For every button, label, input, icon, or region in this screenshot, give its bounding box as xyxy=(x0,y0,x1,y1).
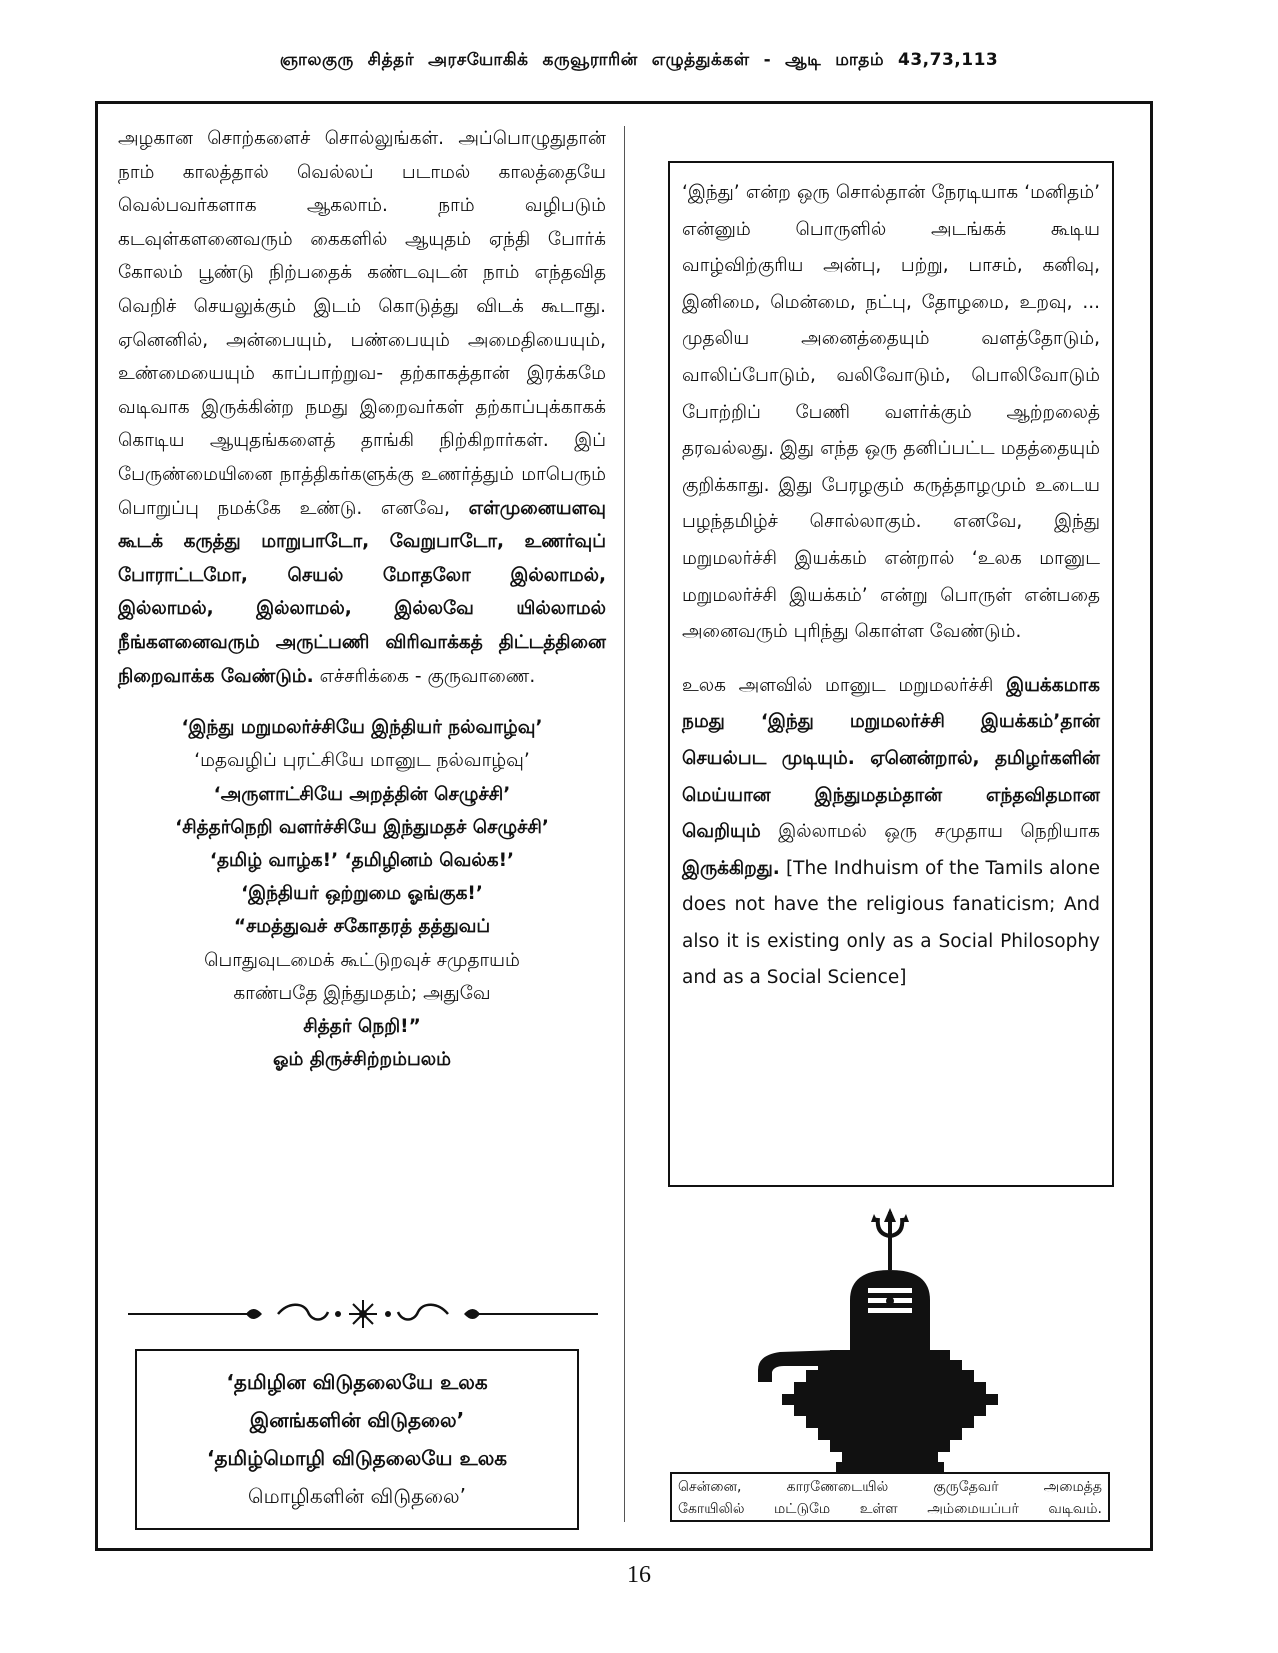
slogan-line: ‘சித்தர்நெறி வளர்ச்சியே இந்துமதச் செழுச்சி’ xyxy=(175,816,549,838)
header-word: ஆடி xyxy=(785,50,822,70)
shiva-lingam-icon xyxy=(740,1200,1040,1500)
slogan-line: ‘மதவழிப் புரட்சியே மானுட நல்வாழ்வு’ xyxy=(194,750,530,772)
slogan-line: ‘இந்து மறுமலர்ச்சியே இந்தியர் நல்வாழ்வு’ xyxy=(181,717,543,739)
page-header xyxy=(0,50,1278,72)
liberation-slogan-box xyxy=(135,1349,579,1530)
image-caption xyxy=(670,1472,1110,1522)
slogan-line: ‘அருளாட்சியே அறத்தின் செழுச்சி’ xyxy=(213,783,511,805)
caption-line: கோயிலில் மட்டுமே உள்ள அம்மையப்பர் வடிவம். xyxy=(678,1501,1102,1517)
right-paragraph-2-english: [The Indhuism of the Tamils alone does not have the religious fanaticism; And also it is existing only as a Social Philosophy and as a Social Science] xyxy=(682,857,1100,989)
left-paragraph-warning: எச்சரிக்கை - குருவாணை. xyxy=(319,665,536,687)
slogan-line: “சமத்துவச் சகோதரத் தத்துவப் xyxy=(233,916,491,938)
slogan-line: ‘இந்தியர் ஒற்றுமை ஓங்குக!’ xyxy=(241,883,483,905)
header-word: 43,73,113 xyxy=(898,50,999,70)
slogan-line: சித்தர் நெறி!” xyxy=(303,1015,421,1037)
right-paragraph-2-bold: இயக்கமாக நமது ‘இந்து மறுமலர்ச்சி இயக்கம்’தான் செயல்பட முடியும். ஏனென்றால், தமிழர்களின் மெய்யான இந்துமதம்தான் எந்தவிதமான வெறியும் xyxy=(682,674,1100,843)
left-paragraph-bold-text: எள்முனையளவு கூடக் கருத்து மாறுபாடோ, வேறுபாடோ, உணர்வுப் போராட்டமோ, செயல் மோதலோ இல்லாமல், இல்லாமல், இல்லாமல், இல்லவே யில்லாமல் நீங்களனைவரும் அருட்பணி விரிவாக்கத் திட்டத்தினை நிறைவாக்க வேண்டும். xyxy=(118,497,606,687)
header-word: எழுத்துக்கள் xyxy=(651,50,750,70)
slogan-list xyxy=(118,711,606,1076)
box-line: மொழிகளின் விடுதலை’ xyxy=(248,1484,466,1508)
right-paragraph-2-bold-b: இருக்கிறது. xyxy=(682,857,780,879)
header-word: ஞாலகுரு xyxy=(279,50,354,70)
right-paragraph-2-text: உலக அளவில் மானுட மறுமலர்ச்சி xyxy=(682,674,994,696)
closing-invocation: ஓம் திருச்சிற்றம்பலம் xyxy=(273,1049,451,1071)
right-paragraph-2 xyxy=(682,668,1100,997)
box-line: இனங்களின் விடுதலை’ xyxy=(249,1408,465,1432)
header-word: மாதம் xyxy=(835,50,885,70)
box-line: ‘தமிழின விடுதலையே உலக xyxy=(226,1370,488,1394)
page-number: 16 xyxy=(627,1562,651,1588)
right-paragraph-1: ‘இந்து’ என்ற ஒரு சொல்தான் நேரடியாக ‘மனிதம்’ என்னும் பொருளில் அடங்கக் கூடிய வாழ்விற்குரிய அன்பு, பற்று, பாசம், கனிவு, இனிமை, மென்மை, நட்பு, தோழமை, உறவு, ... முதலிய அனைத்தையும் வளத்தோடும், வாலிப்போடும், வலிவோடும், பொலிவோடும் போற்றிப் பேணி வளர்க்கும் ஆற்றலைத் தரவல்லது. இது எந்த ஒரு தனிப்பட்ட மதத்தையும் குறிக்காது. இது பேரழகும் கருத்தாழமும் உடைய பழந்தமிழ்ச் சொல்லாகும். எனவே, இந்து மறுமலர்ச்சி இயக்கம் என்றால் ‘உலக மானுட மறுமலர்ச்சி இயக்கம்’ என்று பொருள் என்பதை அனைவரும் புரிந்து கொள்ள வேண்டும். xyxy=(682,182,1100,643)
left-column xyxy=(118,122,606,1076)
hindu-meaning-box xyxy=(668,161,1114,1187)
box-line: ‘தமிழ்மொழி விடுதலையே உலக xyxy=(206,1446,508,1470)
slogan-line: ‘தமிழ் வாழ்க!’ ‘தமிழினம் வெல்க!’ xyxy=(209,849,515,871)
slogan-line: காண்பதே இந்துமதம்; அதுவே xyxy=(233,982,491,1004)
slogan-line: பொதுவுடமைக் கூட்டுறவுச் சமுதாயம் xyxy=(204,949,520,971)
header-word: அரசயோகிக் xyxy=(428,50,529,70)
right-paragraph-2-text-b: இல்லாமல் ஒரு சமுதாய நெறியாக xyxy=(778,821,1100,843)
column-divider xyxy=(624,126,625,1522)
header-word: கருவூராரின் xyxy=(542,50,638,70)
header-word: சித்தர் xyxy=(367,50,415,70)
left-paragraph-text: அழகான சொற்களைச் சொல்லுங்கள். அப்பொழுதுதான் நாம் காலத்தால் வெல்லப் படாமல் காலத்தையே வெல்பவர்களாக ஆகலாம். நாம் வழிபடும் கடவுள்களனைவரும் கைகளில் ஆயுதம் ஏந்தி போர்க் கோலம் பூண்டு நிற்பதைக் கண்டவுடன் நாம் எந்தவித வெறிச் செயலுக்கும் இடம் கொடுத்து விடக் கூடாது. ஏனெனில், அன்பையும், பண்பையும் அமைதியையும், உண்மையையும் காப்பாற்றுவ- தற்காகத்தான் இரக்கமே வடிவாக இருக்கின்ற நமது இறைவர்கள் தற்காப்புக்காகக் கொடிய ஆயுதங்களைத் தாங்கி நிற்கிறார்கள். இப் பேருண்மையினை நாத்திகர்களுக்கு உணர்த்தும் மாபெரும் பொறுப்பு நமக்கே உண்டு. எனவே, xyxy=(118,128,606,519)
header-word: - xyxy=(763,50,772,70)
ornament-divider-icon xyxy=(128,1296,598,1332)
left-paragraph xyxy=(118,122,606,693)
caption-line: சென்னை, காரணேடையில் குருதேவர் அமைத்த xyxy=(678,1479,1102,1495)
